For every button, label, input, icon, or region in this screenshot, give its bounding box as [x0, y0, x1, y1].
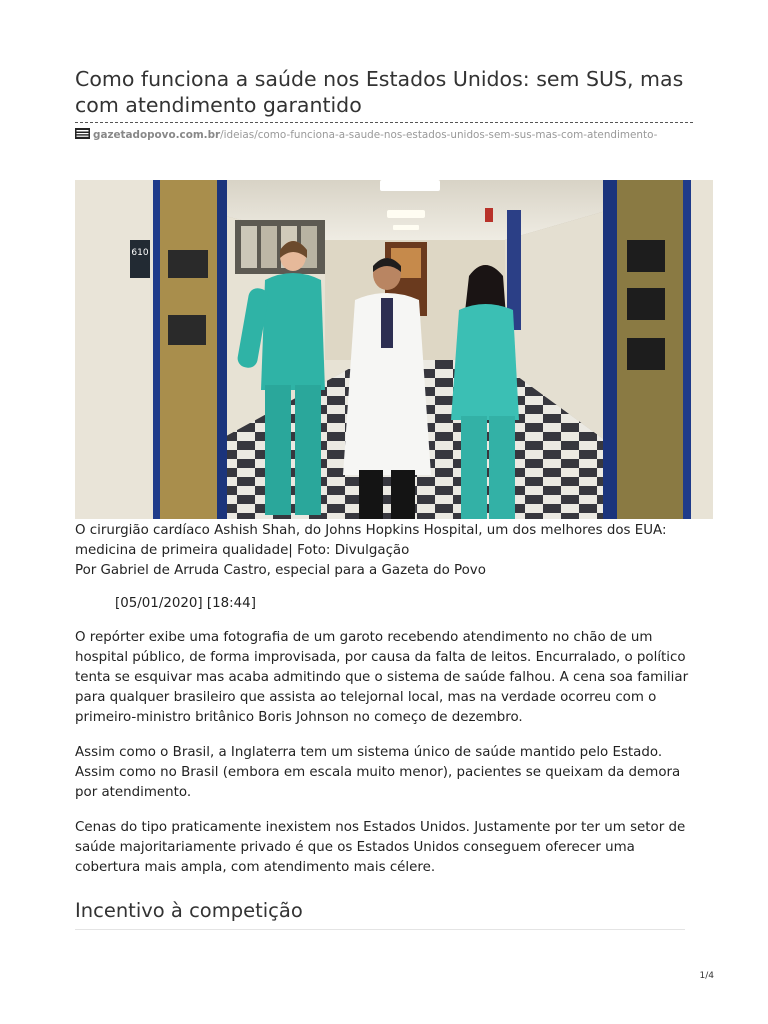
- room-number-sign: 610: [131, 248, 149, 258]
- paragraph: Assim como o Brasil, a Inglaterra tem um sistema único de saúde mantido pelo Estado. Assim como no Brasil (embora em escala muito menor), pacientes se queixam da demora por atendimento.: [75, 745, 681, 800]
- page-number: 1/4: [699, 971, 714, 981]
- gazeta-do-povo-logo-icon: [75, 128, 90, 139]
- source-path[interactable]: /ideias/como-funciona-a-saude-nos-estados-unidos-sem-sus-mas-com-atendimento-: [220, 129, 658, 141]
- byline: Por Gabriel de Arruda Castro, especial para a Gazeta do Povo: [75, 563, 486, 578]
- publish-date: [05/01/2020] [18:44]: [115, 596, 256, 611]
- article-title: Como funciona a saúde nos Estados Unidos: sem SUS, mas com atendimento garantido: [75, 67, 684, 117]
- source-url[interactable]: [75, 128, 657, 142]
- photo-caption-block: [75, 521, 695, 581]
- article-body: [75, 628, 695, 893]
- photo-caption: O cirurgião cardíaco Ashish Shah, do Johns Hopkins Hospital, um dos melhores dos EUA: medicina de primeira qualidade| Foto: Divulgação: [75, 523, 667, 558]
- article-photo: [75, 180, 713, 519]
- paragraph: Cenas do tipo praticamente inexistem nos Estados Unidos. Justamente por ter um setor de saúde majoritariamente privado é que os Estados Unidos conseguem oferecer uma cobertura mais ampla, com atendimento mais célere.: [75, 820, 686, 875]
- paragraph: O repórter exibe uma fotografia de um garoto recebendo atendimento no chão de um hospital público, de forma improvisada, por causa da falta de leitos. Encurralado, o político tenta se esquivar mas acaba admitindo que o sistema de saúde falhou. A cena soa familiar para qualquer brasileiro que assista ao telejornal local, mas na verdade ocorreu com o primeiro-ministro britânico Boris Johnson no começo de dezembro.: [75, 630, 689, 725]
- section-heading: Incentivo à competição: [75, 896, 685, 930]
- source-domain[interactable]: gazetadopovo.com.br: [93, 129, 221, 141]
- source-url-bar: [75, 122, 693, 145]
